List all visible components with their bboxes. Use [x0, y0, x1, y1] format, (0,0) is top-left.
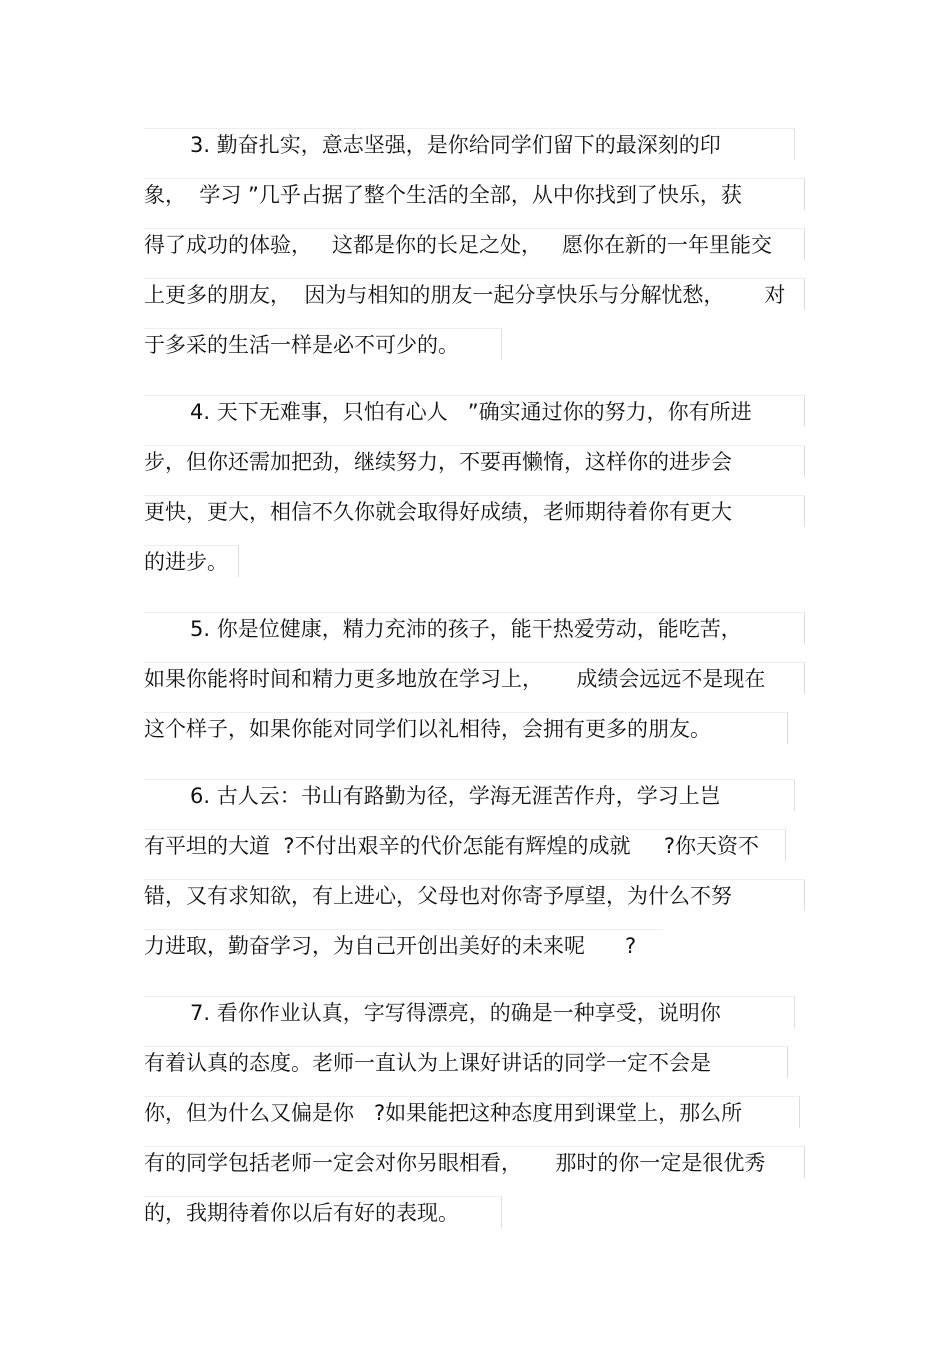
text-line: 7. 看你作业认真，字写得漂亮，的确是一种享受，说明你 [144, 996, 795, 1028]
text-line: 于多采的生活一样是必不可少的。 [144, 328, 502, 360]
paragraph-4 [144, 395, 805, 577]
text-line: 有着认真的态度。老师一直认为上课好讲话的同学一定不会是 [144, 1046, 788, 1078]
text-line: 力进取，勤奋学习，为自己开创出美好的未来呢 ? [144, 929, 664, 961]
text-line: 6. 古人云：书山有路勤为径，学海无涯苦作舟，学习上岂 [144, 779, 795, 811]
paragraph-6 [144, 779, 805, 961]
text-line: 3. 勤奋扎实，意志坚强，是你给同学们留下的最深刻的印 [144, 128, 795, 160]
text-line: 上更多的朋友， 因为与相知的朋友一起分享快乐与分解忧愁， 对 [144, 278, 805, 310]
text-line: 错，又有求知欲，有上进心，父母也对你寄予厚望，为什么不努 [144, 879, 805, 911]
text-line: 这个样子，如果你能对同学们以礼相待，会拥有更多的朋友。 [144, 712, 788, 744]
text-line: 有平坦的大道 ?不付出艰辛的代价怎能有辉煌的成就 ?你天资不 [144, 829, 786, 861]
text-line: 如果你能将时间和精力更多地放在学习上， 成绩会远远不是现在 [144, 662, 805, 694]
text-line: 的进步。 [144, 545, 239, 577]
text-line: 5. 你是位健康，精力充沛的孩子，能干热爱劳动，能吃苦， [144, 612, 805, 644]
text-line: 得了成功的体验， 这都是你的长足之处， 愿你在新的一年里能交 [144, 228, 805, 260]
text-line: 更快，更大，相信不久你就会取得好成绩，老师期待着你有更大 [144, 495, 805, 527]
text-line: 你，但为什么又偏是你 ?如果能把这种态度用到课堂上，那么所 [144, 1096, 800, 1128]
text-line: 4. 天下无难事，只怕有心人 ”确实通过你的努力，你有所进 [144, 395, 805, 427]
paragraph-7 [144, 996, 805, 1228]
text-line: 的，我期待着你以后有好的表现。 [144, 1196, 502, 1228]
text-line: 象， 学习 ”几乎占据了整个生活的全部，从中你找到了快乐，获 [144, 178, 805, 210]
paragraph-3 [144, 128, 805, 360]
paragraph-5 [144, 612, 805, 744]
text-line: 步，但你还需加把劲，继续努力，不要再懒惰，这样你的进步会 [144, 445, 805, 477]
text-line: 有的同学包括老师一定会对你另眼相看， 那时的你一定是很优秀 [144, 1146, 805, 1178]
